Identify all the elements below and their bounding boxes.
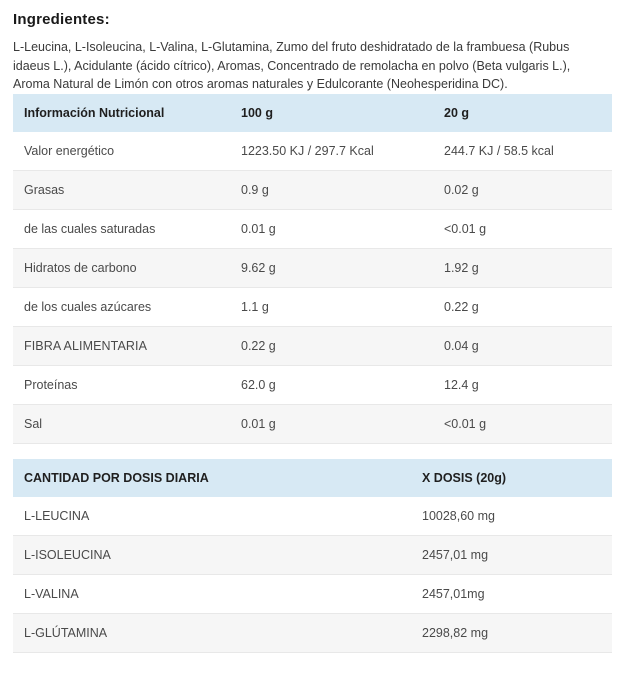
nutrition-row-label: de las cuales saturadas [13, 209, 238, 248]
nutrition-header-label: Información Nutricional [13, 94, 238, 132]
dose-header-row [13, 459, 612, 497]
nutrition-row-value-20g: <0.01 g [441, 404, 612, 443]
dose-header-amount: X DOSIS (20g) [418, 459, 612, 497]
table-separator [0, 444, 628, 459]
table-row [13, 248, 612, 287]
nutrition-row-value-100g: 0.01 g [238, 209, 441, 248]
nutrition-row-label: FIBRA ALIMENTARIA [13, 326, 238, 365]
nutrition-header-20g: 20 g [441, 94, 612, 132]
nutrition-row-value-100g: 0.9 g [238, 170, 441, 209]
dose-row-label: L-ISOLEUCINA [13, 535, 418, 574]
ingredients-section [0, 0, 628, 94]
dose-table [13, 459, 612, 653]
nutrition-row-value-20g: 1.92 g [441, 248, 612, 287]
nutrition-row-label: Grasas [13, 170, 238, 209]
nutrition-row-value-100g: 1.1 g [238, 287, 441, 326]
table-row [13, 287, 612, 326]
nutrition-row-value-20g: <0.01 g [441, 209, 612, 248]
dose-row-label: L-VALINA [13, 574, 418, 613]
dose-row-amount: 2457,01 mg [418, 535, 612, 574]
table-row [13, 535, 612, 574]
nutrition-row-value-20g: 0.22 g [441, 287, 612, 326]
nutrition-header-100g: 100 g [238, 94, 441, 132]
nutrition-row-value-100g: 62.0 g [238, 365, 441, 404]
table-row [13, 326, 612, 365]
nutrition-table [13, 94, 612, 444]
nutrition-row-label: Hidratos de carbono [13, 248, 238, 287]
dose-row-amount: 2457,01mg [418, 574, 612, 613]
ingredients-heading: Ingredientes: [13, 11, 110, 28]
dose-table-body [13, 497, 612, 653]
table-row [13, 574, 612, 613]
nutrition-row-value-100g: 9.62 g [238, 248, 441, 287]
nutrition-table-wrapper [13, 94, 612, 444]
nutrition-row-value-20g: 244.7 KJ / 58.5 kcal [441, 132, 612, 171]
nutrition-row-label: Sal [13, 404, 238, 443]
dose-table-head [13, 459, 612, 497]
dose-row-amount: 10028,60 mg [418, 497, 612, 536]
dose-row-label: L-GLÚTAMINA [13, 613, 418, 652]
ingredients-text: L-Leucina, L-Isoleucina, L-Valina, L-Glutamina, Zumo del fruto deshidratado de la frambuesa (Rubus idaeus L.), Acidulante (ácido cítrico), Aromas, Concentrado de remolacha en polvo (Beta vulgaris L.), Aroma Natural de Limón con otros aromas naturales y Edulcorante (Neohesperidina DC). [13, 40, 571, 91]
nutrition-row-value-100g: 0.01 g [238, 404, 441, 443]
nutrition-row-value-20g: 12.4 g [441, 365, 612, 404]
nutrition-table-body [13, 132, 612, 444]
table-row [13, 613, 612, 652]
nutrition-row-label: Proteínas [13, 365, 238, 404]
table-row [13, 404, 612, 443]
table-row [13, 209, 612, 248]
table-row [13, 170, 612, 209]
table-row [13, 365, 612, 404]
dose-table-wrapper [13, 459, 612, 653]
nutrition-table-head [13, 94, 612, 132]
nutrition-row-label: Valor energético [13, 132, 238, 171]
dose-header-label: CANTIDAD POR DOSIS DIARIA [13, 459, 418, 497]
nutrition-row-label: de los cuales azúcares [13, 287, 238, 326]
dose-row-label: L-LEUCINA [13, 497, 418, 536]
dose-row-amount: 2298,82 mg [418, 613, 612, 652]
nutrition-header-row [13, 94, 612, 132]
nutrition-row-value-100g: 1223.50 KJ / 297.7 Kcal [238, 132, 441, 171]
nutrition-row-value-20g: 0.02 g [441, 170, 612, 209]
nutrition-row-value-100g: 0.22 g [238, 326, 441, 365]
table-row [13, 497, 612, 536]
table-row [13, 132, 612, 171]
nutrition-row-value-20g: 0.04 g [441, 326, 612, 365]
